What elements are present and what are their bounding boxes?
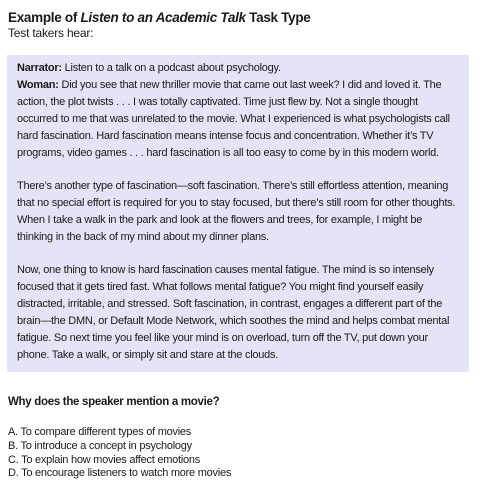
narrator-text: Listen to a talk on a podcast about psychology. <box>61 62 281 74</box>
narrator-line <box>17 60 457 77</box>
answer-options <box>8 426 231 481</box>
woman-speaker: Woman: <box>17 79 59 91</box>
title-prefix: Example of <box>8 10 81 25</box>
title-task-name: Listen to an Academic Talk <box>80 10 246 25</box>
talk-paragraph-2: There’s another type of fascination—soft fascination. There’s still effortless attention, meaning that no special effort is required for you to stay focused, but there’s still room for other thoughts. When I take a walk in the park and look at the flowers and trees, for example, I might be thinking in the back of my mind about my dinner plans. <box>17 180 456 243</box>
title-suffix: Task Type <box>245 10 311 25</box>
page-subtitle: Test takers hear: <box>8 26 94 40</box>
answer-option-c: C. To explain how movies affect emotions <box>8 453 200 466</box>
narrator-speaker: Narrator: <box>17 62 62 74</box>
talk-paragraph-1-text: Did you see that new thriller movie that came out last week? I did and loved it. The action, the plot twists . . . I was totally captivated. Time just flew by. Not a single thought occurred to me that was unrelated to the movie. What I experienced is what psychologists call hard fascination. Hard fascination means intense focus and concentration. Whether it’s TV programs, video games . . . hard fascination is all too easy to come by in this modern world. <box>17 79 450 159</box>
answer-option-a: A. To compare different types of movies <box>8 426 192 438</box>
answer-option-b: B. To introduce a concept in psychology <box>8 439 192 452</box>
answer-option-d: D. To encourage listeners to watch more movies <box>8 467 232 480</box>
page-title <box>8 10 311 25</box>
question-prompt: Why does the speaker mention a movie? <box>8 396 220 408</box>
talk-paragraph-3: Now, one thing to know is hard fascination causes mental fatigue. The mind is so intensely focused that it gets tired fast. What follows mental fatigue? You might find yourself easily distracted, irritable, and stressed. Soft fascination, in contrast, engages a different part of the brain—the DMN, or Default Mode Network, which soothes the mind and helps combat mental fatigue. So next time you feel like your mind is on overload, turn off the TV, put down your phone. Take a walk, or simply sit and stare at the clouds. <box>17 264 450 361</box>
transcript-box <box>7 55 469 372</box>
talk-paragraph-1 <box>17 77 457 162</box>
